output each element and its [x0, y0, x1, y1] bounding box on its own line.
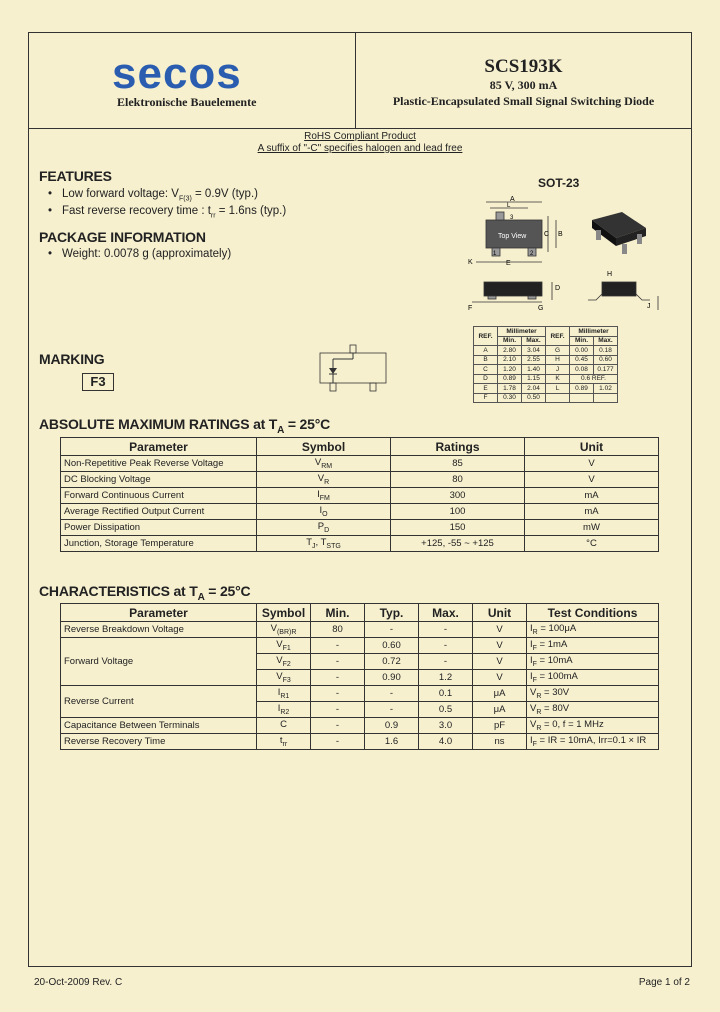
table-row: DC Blocking Voltage $V_R$ 80 V: [61, 472, 659, 488]
table-row: Reverse Recovery Time $t_{rr}$ - 1.6 4.0 ns $I_F$ = IR = 10mA, Irr=0.1 × IR: [61, 734, 659, 750]
dim-header-row: REF. Millimeter REF. Millimeter: [474, 327, 618, 337]
pin-2-label: 2: [530, 251, 534, 257]
package-3d-view: [592, 212, 646, 254]
table-row: $I_{R2}$ - - 0.5 μA $V_R = 80V$: [61, 702, 659, 718]
top-view-label: Top View: [498, 233, 527, 240]
feature-item: • Fast reverse recovery time : $t_{rr} = 1.6ns$ (typ.): [62, 205, 286, 222]
dim-label-b: B: [558, 231, 563, 238]
dim-row: D 0.89 1.15 K 0.6 REF.: [474, 374, 618, 384]
dim-label-e: E: [506, 260, 511, 267]
feature-item: • Low forward voltage: $V_{F(3)} = 0.9V$ (typ.): [62, 188, 286, 205]
header-divider: [28, 128, 692, 129]
part-description: Plastic-Encapsulated Small Signal Switching Diode: [392, 94, 655, 108]
dim-label-a: A: [510, 196, 515, 203]
characteristics-header: Parameter Symbol Min. Typ. Max. Unit Test Conditions: [61, 604, 659, 622]
pin-3-label: 3: [510, 215, 514, 221]
rohs-line-2: A suffix of "-C" specifies halogen and lead free: [257, 143, 463, 154]
marking-title: MARKING: [39, 351, 105, 367]
dim-label-l: L: [507, 203, 511, 209]
table-row: Non-Repetitive Peak Reverse Voltage $V_{RM}$ 85 V: [61, 456, 659, 472]
dim-subheader-row: Min. Max. Min. Max.: [474, 336, 618, 346]
footer-date-revision: 20-Oct-2009 Rev. C: [34, 977, 123, 988]
package-weight: • Weight: 0.0078 g (approximately): [62, 248, 231, 265]
characteristics-title: CHARACTERISTICS at $T_A = 25^\circ C$: [39, 583, 251, 603]
features-list: [62, 188, 286, 222]
dim-row: B 2.10 2.55 H 0.45 0.60: [474, 355, 618, 365]
table-row: Average Rectified Output Current $I_O$ 100 mA: [61, 504, 659, 520]
table-row: Reverse Current $I_{R1}$ - - 0.1 μA $V_R = 30V$: [61, 686, 659, 702]
dim-label-j: J: [647, 303, 651, 310]
abs-max-table: [60, 437, 659, 552]
part-rating: 85 V, 300 mA: [489, 78, 558, 92]
dim-row: E 1.78 2.04 L 0.89 1.02: [474, 384, 618, 394]
abs-max-header: Parameter Symbol Ratings Unit: [61, 438, 659, 456]
company-tagline: Elektronische Bauelemente: [117, 95, 257, 109]
pin-1-label: 1: [493, 251, 497, 257]
rohs-line-1: RoHS Compliant Product: [304, 131, 416, 142]
table-row: Reverse Breakdown Voltage $V_{(BR)R}$ 80 - - V $I_R = 100\mu A$: [61, 622, 659, 638]
dim-label-f: F: [468, 305, 473, 312]
package-side-view: [472, 282, 552, 302]
table-row: $V_{F2}$ - 0.72 - V $I_F = 10mA$: [61, 654, 659, 670]
table-row: Junction, Storage Temperature $T_J$, $T_{STG}$ +125, -55 ~ +125 °C: [61, 536, 659, 552]
table-row: Power Dissipation $P_D$ 150 mW: [61, 520, 659, 536]
dim-label-c: C: [544, 231, 550, 238]
marking-schematic: [318, 343, 390, 393]
dim-row: C 1.20 1.40 J 0.08 0.177: [474, 365, 618, 375]
package-name: SOT-23: [538, 176, 580, 190]
abs-max-title: ABSOLUTE MAXIMUM RATINGS at $T_A = 25^\circ C$: [39, 416, 331, 436]
features-title: FEATURES: [39, 168, 112, 184]
table-row: Forward Voltage $V_{F1}$ - 0.60 - V $I_F = 1mA$: [61, 638, 659, 654]
dimension-table: [473, 326, 618, 403]
part-number: SCS193K: [484, 56, 563, 77]
dim-row: F 0.30 0.50: [474, 393, 618, 403]
footer-page-number: Page 1 of 2: [638, 977, 690, 988]
package-info-title: PACKAGE INFORMATION: [39, 229, 206, 245]
company-logo: secos: [112, 49, 242, 98]
dim-label-h: H: [607, 271, 613, 278]
dim-label-g: G: [538, 305, 544, 312]
dim-label-d: D: [555, 285, 561, 292]
table-row: $V_{F3}$ - 0.90 1.2 V $I_F = 100mA$: [61, 670, 659, 686]
marking-code: F3: [82, 373, 114, 391]
package-drawing: [462, 190, 672, 320]
package-info-list: [62, 248, 231, 265]
dim-label-k: K: [468, 259, 473, 266]
characteristics-table: [60, 603, 659, 750]
table-row: Forward Continuous Current $I_{FM}$ 300 mA: [61, 488, 659, 504]
dim-row: A 2.80 3.04 G 0.00 0.18: [474, 346, 618, 356]
table-row: Capacitance Between Terminals C - 0.9 3.0 pF $V_R = 0$, f = 1 MHz: [61, 718, 659, 734]
